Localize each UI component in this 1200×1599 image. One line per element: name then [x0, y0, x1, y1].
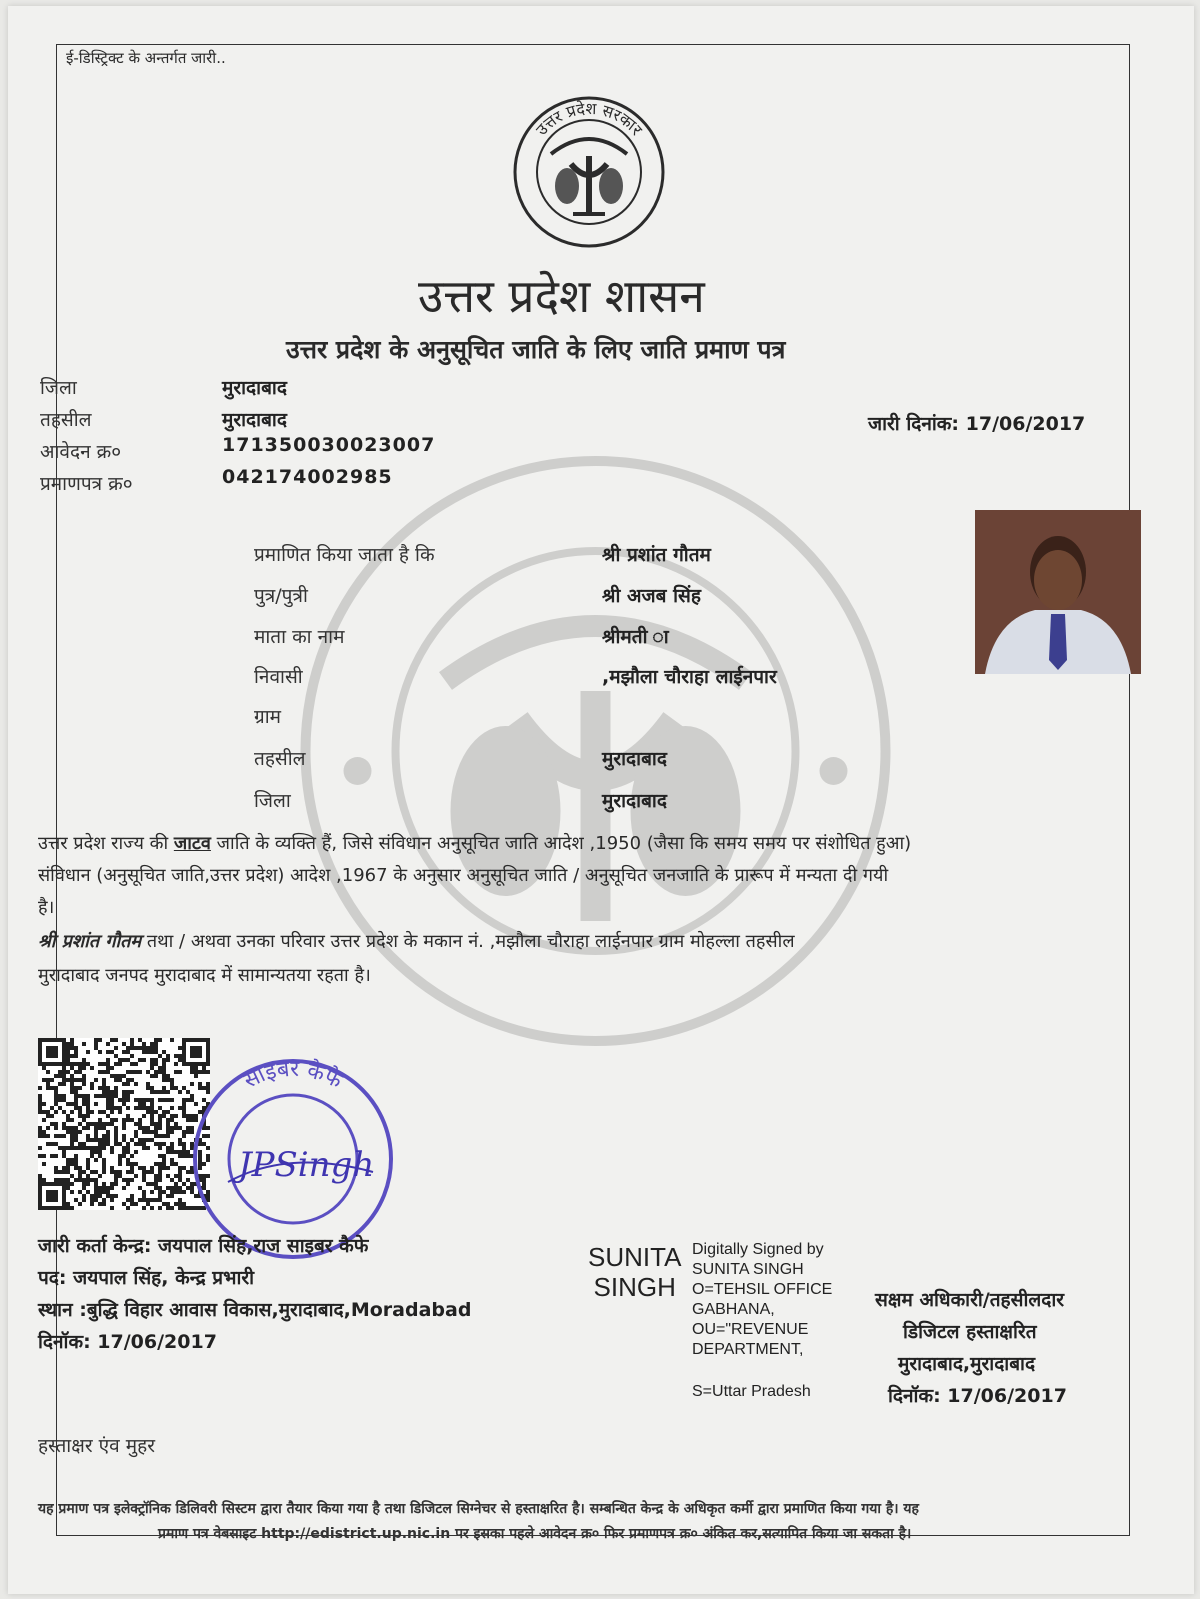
authority-date: दिनॉक: 17/06/2017: [888, 1385, 1067, 1407]
sig-line: OU="REVENUE: [692, 1321, 809, 1338]
issuer-date: दिनॉक: 17/06/2017: [38, 1331, 217, 1353]
issue-date-value: 17/06/2017: [965, 413, 1086, 435]
stamp-text: साइबर कैफे: [240, 1056, 347, 1094]
digital-signer-name: [588, 1242, 681, 1302]
tehsil-value: मुरादाबाद: [222, 409, 287, 431]
field-parent-value: श्री अजब सिंह: [602, 585, 701, 607]
field-tehsil-label: तहसील: [254, 748, 306, 770]
application-number: 171350030023007: [222, 434, 436, 456]
issuer-center: जारी कर्ता केन्द्र: जयपाल सिंह,राज साइबर कैफे: [38, 1235, 369, 1257]
caste-paragraph: [38, 826, 911, 862]
state-emblem: [511, 94, 667, 250]
handwritten-signature: JPSingh: [238, 1145, 375, 1185]
field-tehsil-value: मुरादाबाद: [602, 748, 667, 770]
authority-signed: डिजिटल हस्ताक्षरित: [903, 1321, 1037, 1343]
digital-signature-details: [692, 1240, 832, 1360]
sig-line: GABHANA,: [692, 1301, 775, 1318]
footer-line2: प्रमाण पत्र वेबसाइट http://edistrict.up.nic.in पर इसका पहले आवेदन क्र० फिर प्रमाणपत्र क्र० अंकित कर,सत्यापित किया जा सकता है।: [158, 1526, 912, 1542]
district-label: जिला: [40, 377, 77, 399]
certificate-subtitle: उत्तर प्रदेश के अनुसूचित जाति के लिए जाति प्रमाण पत्र: [286, 335, 786, 364]
field-certified-label: प्रमाणित किया जाता है कि: [254, 544, 435, 566]
caste-paragraph-post: जाति के व्यक्ति हैं, जिसे संविधान अनुसूचित जाति आदेश ,1950 (जैसा कि समय समय पर संशोधित हुआ): [210, 833, 912, 854]
authority-place: मुरादाबाद,मुरादाबाद: [898, 1353, 1036, 1375]
header-note: ई-डिस्ट्रिक्ट के अन्तर्गत जारी..: [66, 49, 226, 67]
issue-date: [868, 410, 1085, 436]
field-parent-label: पुत्र/पुत्री: [254, 585, 308, 607]
certificate-label: प्रमाणपत्र क्र०: [40, 473, 133, 495]
footer-line1: यह प्रमाण पत्र इलेक्ट्रॉनिक डिलिवरी सिस्टम द्वारा तैयार किया गया है तथा डिजिटल सिग्नेचर से हस्ताक्षरित है। सम्बन्धित केन्द्र के अधिकृत कर्मी द्वारा प्रमाणित किया गया है। यह: [38, 1501, 919, 1517]
sign-and-seal: हस्ताक्षर एंव मुहर: [38, 1435, 155, 1457]
signer-first-name: SUNITA: [588, 1242, 682, 1272]
field-district-value: मुरादाबाद: [602, 790, 667, 812]
sig-line: Digitally Signed by: [692, 1241, 824, 1258]
sig-line: DEPARTMENT,: [692, 1341, 804, 1358]
residence-line1: तथा / अथवा उनका परिवार उत्तर प्रदेश के मकान नं. ,मझौला चौराहा लाईनपार ग्राम मोहल्ला तहसील: [141, 931, 795, 952]
certificate-paper: [8, 6, 1194, 1594]
field-name-value: श्री प्रशांत गौतम: [602, 544, 711, 566]
signer-last-name: SINGH: [593, 1272, 676, 1302]
district-value: मुरादाबाद: [222, 377, 287, 399]
residence-name: श्री प्रशांत गौतम: [38, 931, 142, 952]
caste-paragraph-line2: संविधान (अनुसूचित जाति,उत्तर प्रदेश) आदेश ,1967 के अनुसार अनुसूचित जाति / अनुसूचित जनजाति के प्रारूप में मन्यता दी गयी: [38, 865, 889, 886]
tehsil-label: तहसील: [40, 409, 92, 431]
emblem-text: उत्तर प्रदेश सरकार: [531, 98, 647, 140]
caste-paragraph-pre: उत्तर प्रदेश राज्य की: [38, 833, 174, 854]
issuer-place: स्थान :बुद्धि विहार आवास विकास,मुरादाबाद,Moradabad: [38, 1299, 472, 1321]
field-village-label: ग्राम: [254, 706, 281, 728]
qr-modules: [38, 1038, 210, 1210]
qr-code: [38, 1038, 210, 1210]
field-district-label: जिला: [254, 790, 291, 812]
caste-name: जाटव: [173, 833, 211, 854]
issue-date-label: जारी दिनांक:: [868, 413, 959, 435]
issuer-post: पद: जयपाल सिंह, केन्द्र प्रभारी: [38, 1267, 255, 1289]
page-title: उत्तर प्रदेश शासन: [418, 269, 705, 323]
field-mother-label: माता का नाम: [254, 626, 345, 648]
residence-paragraph-line2: मुरादाबाद जनपद मुरादाबाद में सामान्यतया रहता है।: [38, 965, 371, 986]
field-resident-label: निवासी: [254, 666, 303, 688]
application-label: आवेदन क्र०: [40, 441, 122, 463]
sig-line: O=TEHSIL OFFICE: [692, 1281, 833, 1298]
field-resident-value: ,मझौला चौराहा लाईनपार: [602, 666, 777, 688]
residence-paragraph: [38, 924, 795, 960]
certificate-number: 042174002985: [222, 466, 393, 488]
caste-paragraph-line3: है।: [38, 897, 55, 918]
svg-text:साइबर कैफे: [240, 1057, 347, 1094]
authority-title: सक्षम अधिकारी/तहसीलदार: [875, 1289, 1065, 1311]
applicant-photo: [975, 510, 1141, 674]
sig-state: S=Uttar Pradesh: [692, 1383, 811, 1400]
field-mother-value: श्रीमती ा: [602, 626, 669, 648]
sig-line: SUNITA SINGH: [692, 1261, 804, 1278]
